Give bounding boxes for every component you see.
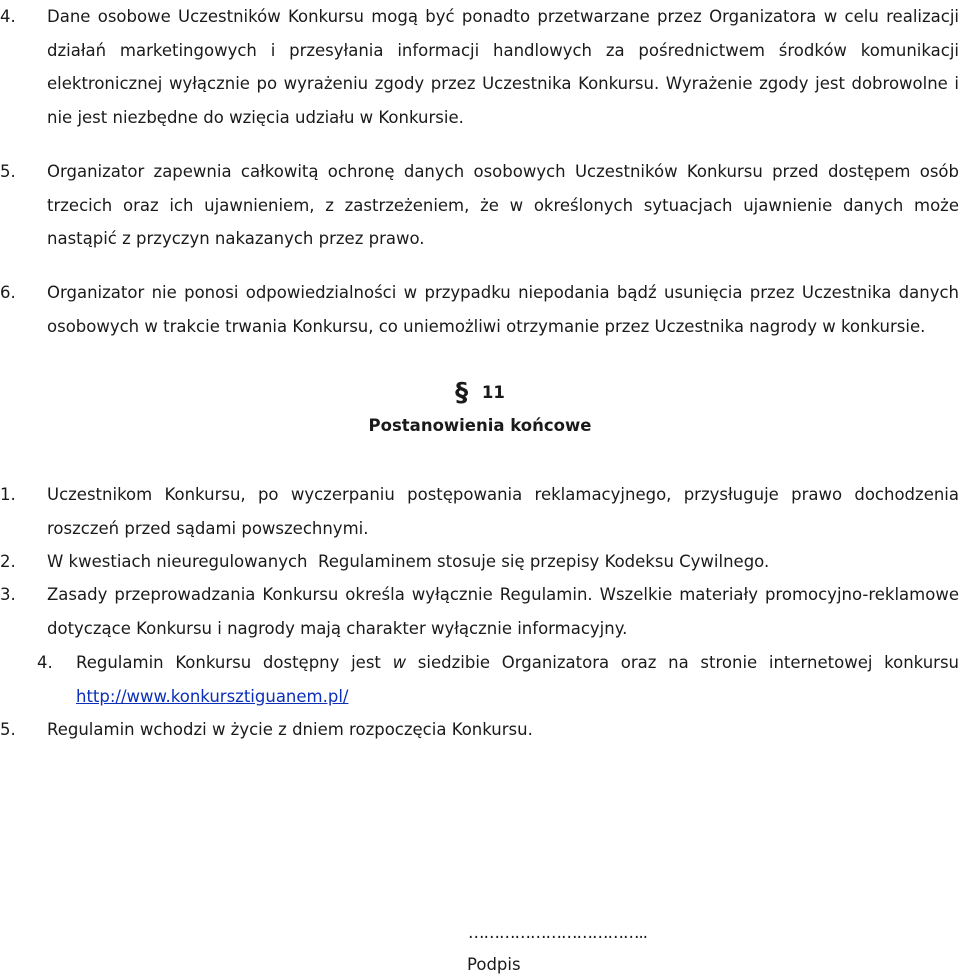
paragraph-text: Dane osobowe Uczestników Konkursu mogą być ponadto przetwarzane przez Organizatora w celu realizacji działań marketingowych i przesyłania informacji handlowych za pośrednictwem środków komunikacji elektronicznej wyłącznie po wyrażeniu zgody przez Uczestnika Konkursu. Wyrażenie zgody jest dobrowolne i nie jest niezbędne do wzięcia udziału w Konkursie. [47,7,959,127]
final-paragraph-3 [0,578,960,648]
paragraph-text: W kwestiach nieuregulowanych Regulaminem stosuje się przepisy Kodeksu Cywilnego. [47,552,770,571]
section-symbol: § [455,378,469,408]
paragraph-text-end: siedzibie Organizatora oraz na stronie internetowej konkursu [417,653,959,672]
section-number-heading [0,378,960,408]
paragraph-number: 4. [37,653,53,672]
paragraph-text: Organizator nie ponosi odpowiedzialności w przypadku niepodania bądź usunięcia przez Uczestnika danych osobowych w trakcie trwania Konkursu, co uniemożliwi otrzymanie przez Uczestnika nagrody w konkursie. [47,283,959,336]
paragraph-number: 1. [0,485,16,504]
paragraph-text: Regulamin wchodzi w życie z dniem rozpoczęcia Konkursu. [47,720,533,739]
paragraph-6 [0,276,960,377]
final-paragraph-2 [0,545,960,579]
section-number: 11 [481,383,505,402]
paragraph-number: 4. [0,7,16,26]
final-paragraph-5 [0,713,960,747]
paragraph-text-start: Regulamin Konkursu dostępny jest [76,653,381,672]
signature-line: …………………………….. [468,923,647,942]
paragraph-text [76,646,959,713]
paragraph-number: 3. [0,585,16,604]
paragraph-number: 5. [0,162,16,181]
final-paragraph-1 [0,478,960,548]
contest-website-link[interactable]: http://www.konkursztiguanem.pl/ [76,686,349,706]
paragraph-text: Organizator zapewnia całkowitą ochronę danych osobowych Uczestników Konkursu przed dostępem osób trzecich oraz ich ujawnieniem, z zastrzeżeniem, że w określonych sytuacjach ujawnienie danych może nastąpić z przyczyn nakazanych przez prawo. [47,162,959,248]
paragraph-4 [0,0,960,134]
signature-label: Podpis [467,955,521,974]
paragraph-text-w: w [392,653,407,672]
paragraph-5 [0,155,960,256]
paragraph-number: 5. [0,720,16,739]
paragraph-number: 6. [0,283,16,302]
paragraph-text: Uczestnikom Konkursu, po wyczerpaniu postępowania reklamacyjnego, przysługuje prawo dochodzenia roszczeń przed sądami powszechnymi. [47,485,959,538]
paragraph-text: Zasady przeprowadzania Konkursu określa wyłącznie Regulamin. Wszelkie materiały promocyjno-reklamowe dotyczące Konkursu i nagrody mają charakter wyłącznie informacyjny. [47,585,959,638]
section-title: Postanowienia końcowe [368,416,592,435]
paragraph-number: 2. [0,552,16,571]
final-paragraph-4 [0,646,960,716]
